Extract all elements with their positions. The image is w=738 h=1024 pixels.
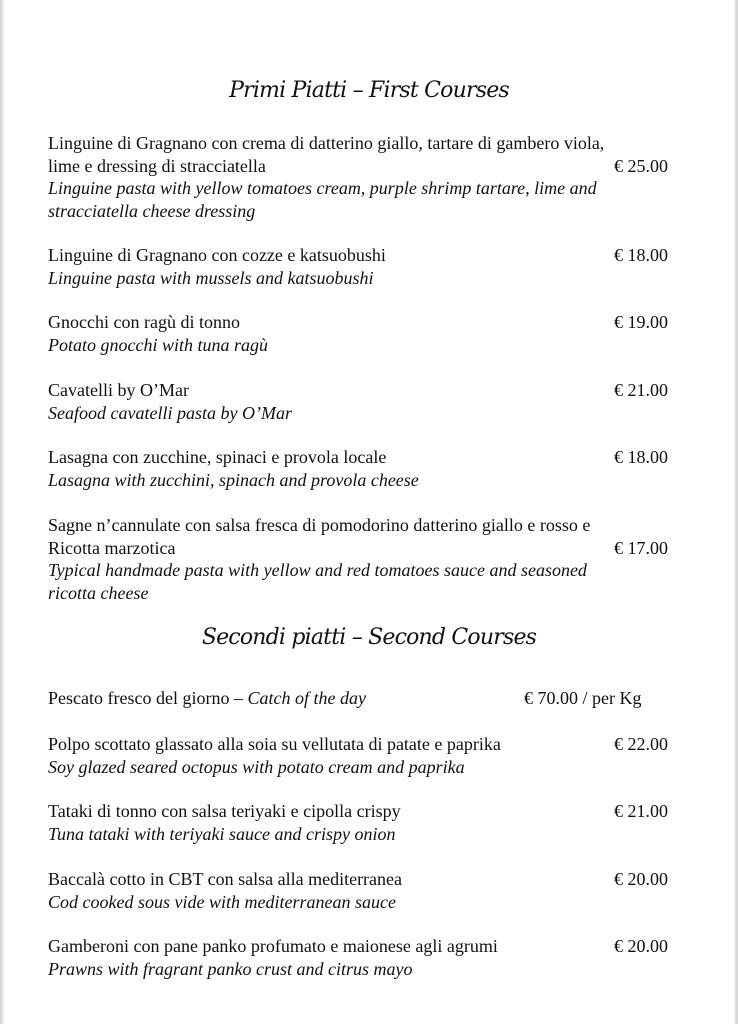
- item-name: lime e dressing di stracciatella: [48, 155, 266, 176]
- menu-item-catch-of-the-day: [48, 687, 688, 710]
- item-name-line: [48, 537, 688, 560]
- item-name-line: [48, 132, 688, 155]
- item-name-line: [48, 244, 688, 267]
- item-price: € 22.00: [614, 734, 668, 754]
- item-name: Gnocchi con ragù di tonno: [48, 312, 240, 332]
- item-description: Linguine pasta with yellow tomatoes cream, purple shrimp tartare, lime and: [48, 178, 597, 199]
- item-name-line: [48, 868, 688, 891]
- menu-item: [48, 311, 688, 356]
- item-price: € 70.00 / per Kg: [524, 688, 642, 708]
- item-price: € 19.00: [614, 312, 668, 332]
- item-price: € 20.00: [614, 869, 668, 889]
- menu-item: [48, 800, 688, 845]
- item-description: Tuna tataki with teriyaki sauce and crispy onion: [48, 823, 396, 844]
- item-name: Linguine di Gragnano con crema di datterino giallo, tartare di gambero viola,: [48, 133, 605, 153]
- item-name-line: [48, 379, 688, 402]
- item-price: € 17.00: [614, 537, 668, 558]
- item-name: Polpo scottato glassato alla soia su vellutata di patate e paprika: [48, 734, 501, 754]
- item-description: Typical handmade pasta with yellow and red tomatoes sauce and seasoned: [48, 560, 587, 581]
- menu-item: [48, 733, 688, 778]
- item-name: Lasagna con zucchine, spinaci e provola locale: [48, 447, 387, 467]
- item-description: stracciatella cheese dressing: [48, 201, 256, 222]
- item-price: € 21.00: [614, 801, 668, 821]
- item-name-line: [48, 155, 688, 178]
- item-name: Pescato fresco del giorno –: [48, 688, 248, 708]
- item-name: Tataki di tonno con salsa teriyaki e cipolla crispy: [48, 801, 401, 821]
- item-name: Sagne n’cannulate con salsa fresca di pomodorino datterino giallo e rosso e: [48, 515, 591, 535]
- item-description: Prawns with fragrant panko crust and citrus mayo: [48, 958, 413, 979]
- page-edge-left: [0, 0, 4, 1024]
- item-price: € 18.00: [614, 447, 668, 467]
- item-name: Ricotta marzotica: [48, 537, 176, 558]
- item-name: Gamberoni con pane panko profumato e maionese agli agrumi: [48, 936, 498, 956]
- item-price: € 21.00: [614, 380, 668, 400]
- menu-item: [48, 868, 688, 913]
- item-name-line: [48, 935, 688, 958]
- item-name: Cavatelli by O’Mar: [48, 380, 189, 400]
- section-title-second-courses: Secondi piatti – Second Courses: [201, 625, 537, 650]
- item-price: € 18.00: [614, 245, 668, 265]
- section-title-first-courses: Primi Piatti – First Courses: [229, 78, 509, 103]
- item-name: Linguine di Gragnano con cozze e katsuobushi: [48, 245, 386, 265]
- item-name-english: Catch of the day: [247, 688, 366, 708]
- item-name-line: [48, 800, 688, 823]
- menu-item: [48, 514, 688, 605]
- item-name: Baccalà cotto in CBT con salsa alla mediterranea: [48, 869, 403, 889]
- menu-item: [48, 244, 688, 289]
- item-description: Seafood cavatelli pasta by O’Mar: [48, 402, 292, 423]
- item-description: Lasagna with zucchini, spinach and provola cheese: [48, 469, 419, 490]
- menu-item: [48, 132, 688, 223]
- item-name-line: [48, 514, 688, 537]
- item-description: ricotta cheese: [48, 583, 149, 604]
- menu-item: [48, 379, 688, 424]
- item-description: Cod cooked sous vide with mediterranean sauce: [48, 891, 396, 912]
- item-name-line: [48, 311, 688, 334]
- item-description: Linguine pasta with mussels and katsuobushi: [48, 267, 374, 288]
- item-price: € 25.00: [614, 155, 668, 176]
- menu-item: [48, 935, 688, 980]
- item-description: Potato gnocchi with tuna ragù: [48, 334, 268, 355]
- menu-item: [48, 446, 688, 491]
- item-price: € 20.00: [614, 936, 668, 956]
- page-edge-right: [734, 0, 738, 1024]
- item-description: Soy glazed seared octopus with potato cream and paprika: [48, 756, 465, 777]
- item-name-line: [48, 446, 688, 469]
- item-name-line: [48, 733, 688, 756]
